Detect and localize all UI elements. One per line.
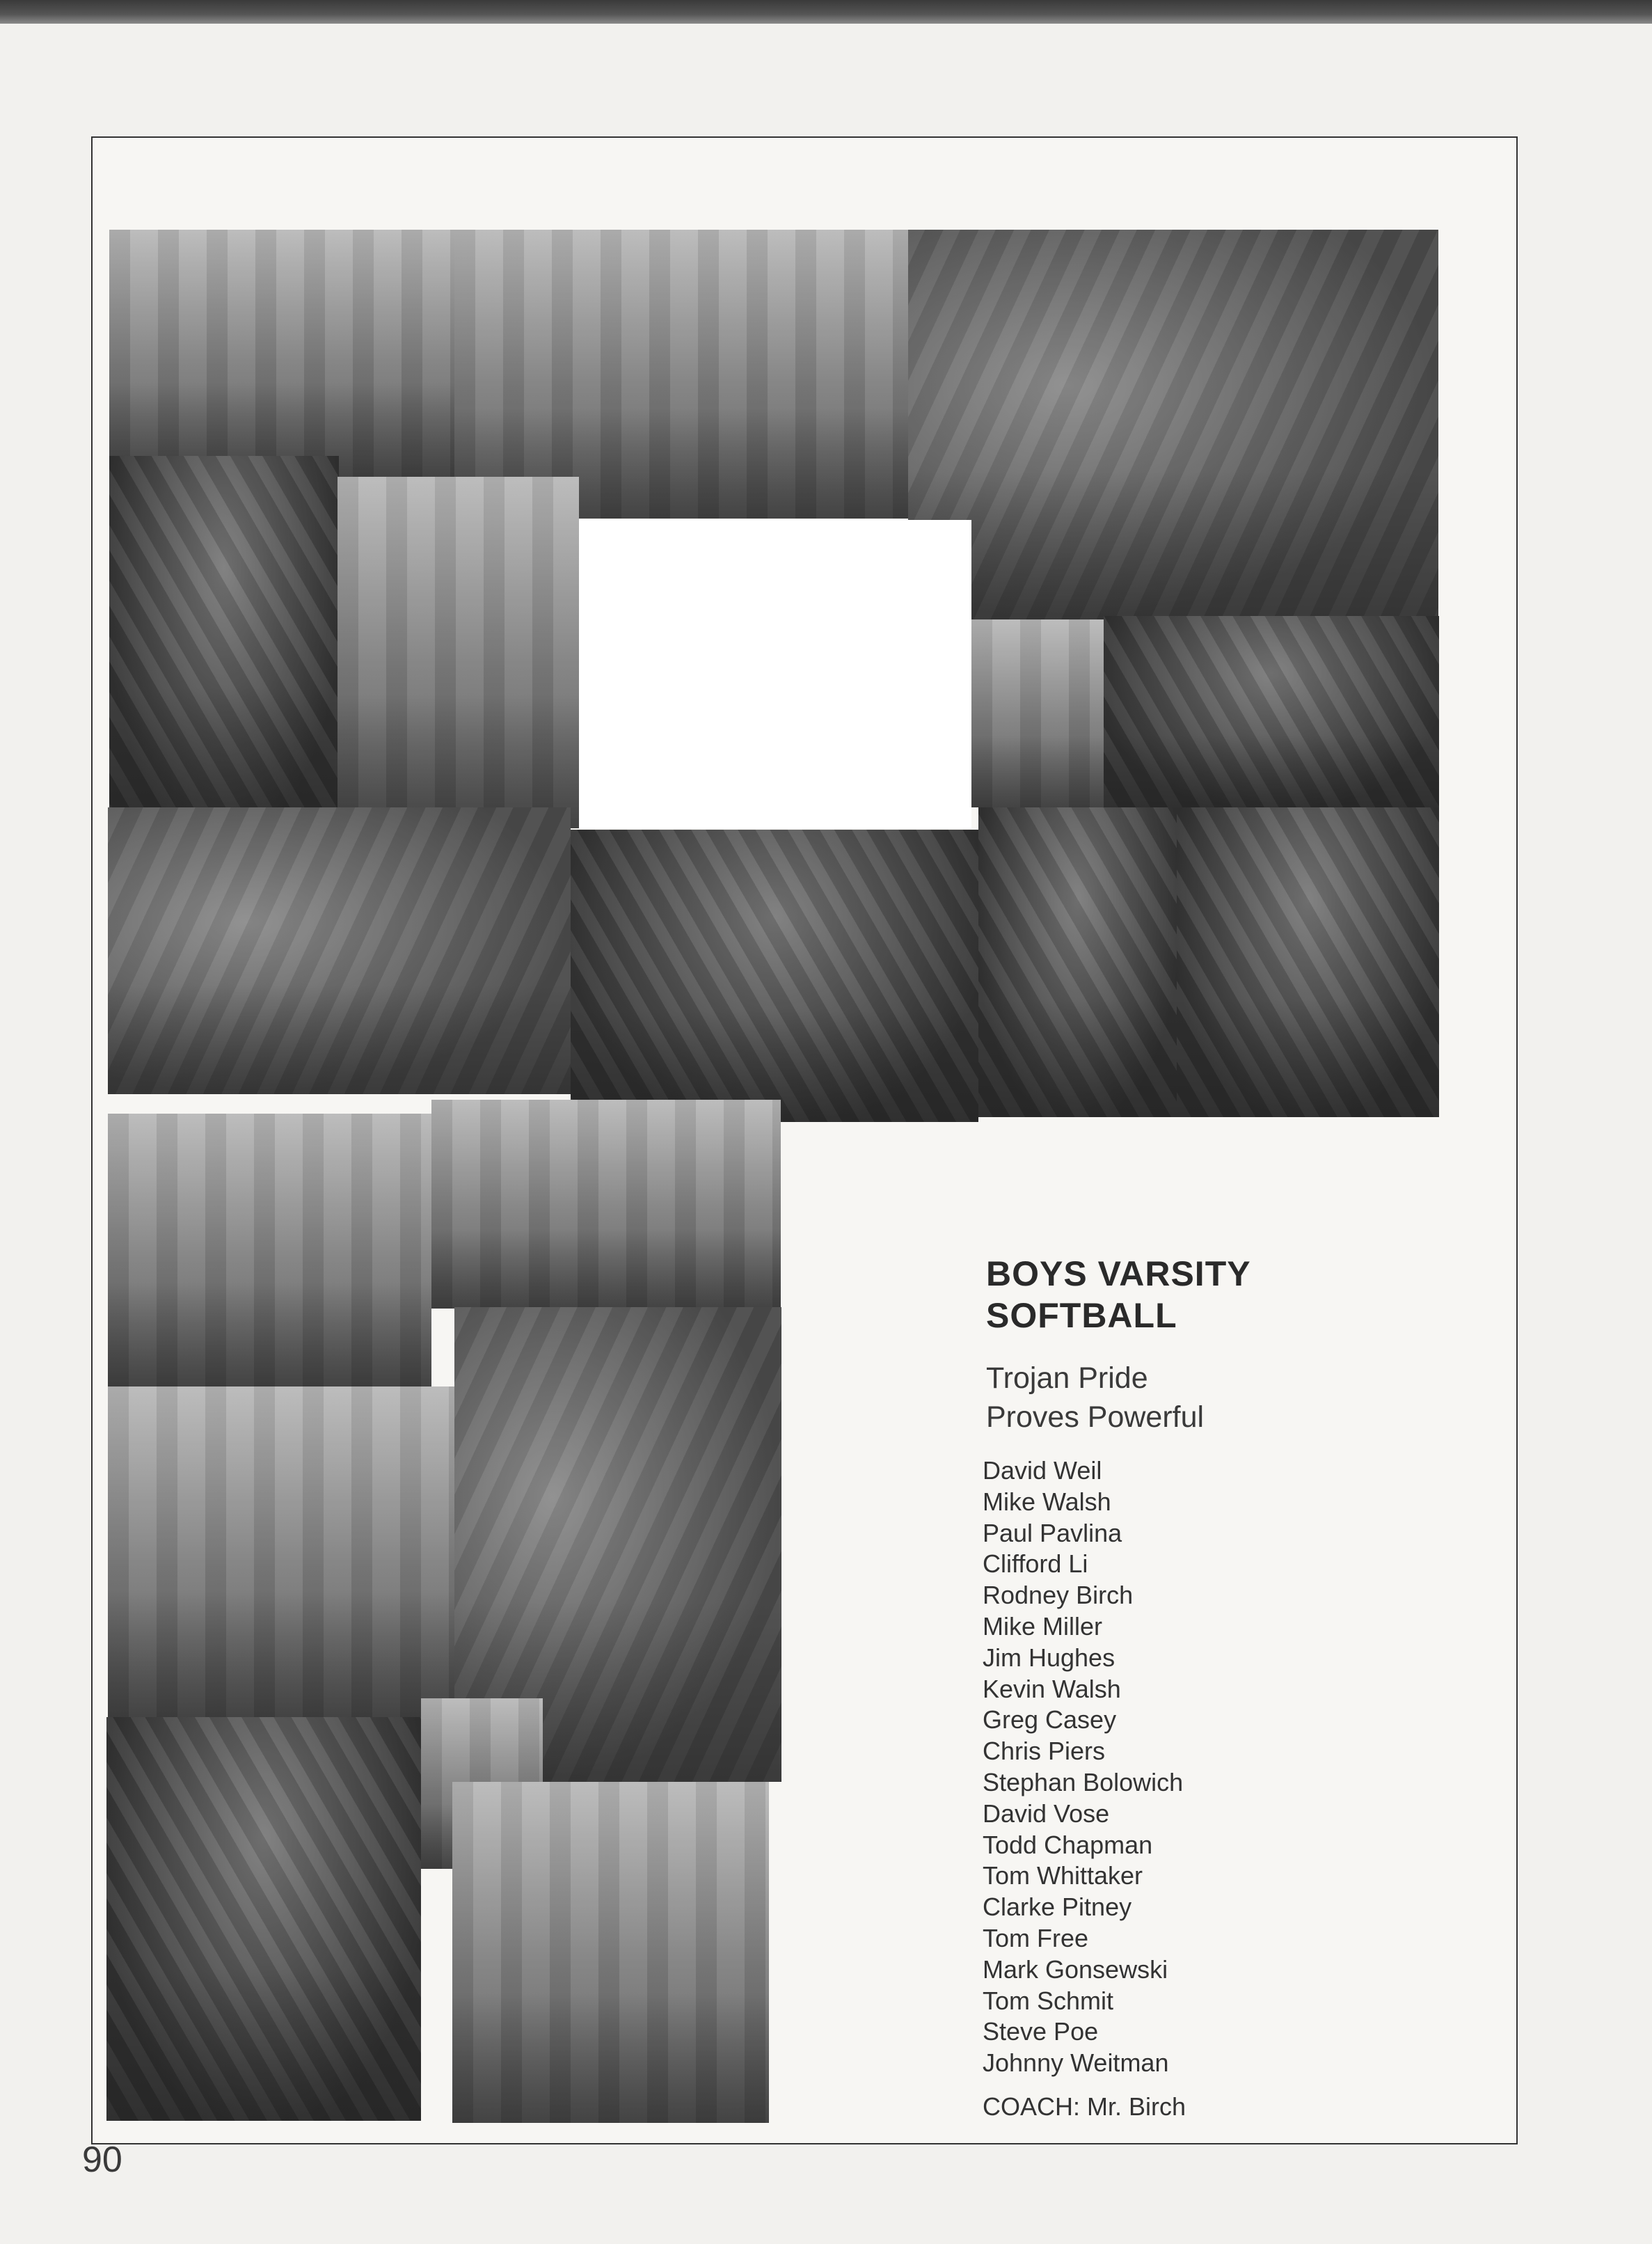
roster-name: Clifford Li	[983, 1549, 1088, 1579]
photo-crowd-celebration	[1104, 616, 1439, 807]
roster-name: Tom Free	[983, 1923, 1089, 1952]
photo-team-group-standing	[108, 807, 571, 1094]
coach-credit: COACH: Mr. Birch	[983, 2092, 1186, 2121]
photo-batter-swinging-crowd	[571, 830, 978, 1122]
team-roster-list	[983, 1455, 1183, 2079]
photo-players-church-cross	[452, 1782, 769, 2123]
title-line-1: BOYS VARSITY	[986, 1254, 1251, 1293]
photo-coach-talking-player	[109, 456, 339, 828]
photo-players-hugging	[1177, 807, 1439, 1117]
page-title	[986, 1253, 1404, 1336]
photo-fielders-gathered	[908, 230, 1438, 619]
subtitle-line-1: Trojan Pride	[986, 1361, 1148, 1395]
photo-batter-catcher-cage	[108, 1386, 454, 1717]
subtitle	[986, 1359, 1404, 1437]
roster-name: Jim Hughes	[983, 1643, 1115, 1672]
photo-batter-at-plate-fence	[109, 230, 456, 477]
title-line-2: SOFTBALL	[986, 1296, 1177, 1335]
photo-field-parking-lot	[431, 1100, 781, 1309]
photo-pitcher-throwing	[108, 1114, 431, 1386]
roster-name: Tom Whittaker	[983, 1861, 1143, 1890]
photo-infield-players-buildings	[454, 230, 908, 519]
roster-name: Rodney Birch	[983, 1581, 1134, 1610]
roster-name: Clarke Pitney	[983, 1893, 1132, 1922]
roster-name: Mike Walsh	[983, 1487, 1111, 1516]
page-top-edge	[0, 0, 1652, 24]
photo-dugout-spectators	[971, 619, 1104, 807]
subtitle-line-2: Proves Powerful	[986, 1400, 1205, 1434]
roster-name: Steve Poe	[983, 2017, 1099, 2046]
roster-name: Kevin Walsh	[983, 1674, 1121, 1703]
roster-name: Paul Pavlina	[983, 1518, 1122, 1547]
roster-name: Mark Gonsewski	[983, 1954, 1168, 1984]
photo-crowd-left-cheer	[978, 807, 1177, 1117]
roster-name: Greg Casey	[983, 1705, 1117, 1735]
roster-name: Chris Piers	[983, 1737, 1106, 1766]
roster-name: Stephan Bolowich	[983, 1767, 1184, 1796]
photo-runner-18	[337, 477, 579, 828]
roster-name: David Vose	[983, 1799, 1110, 1828]
roster-name: Mike Miller	[983, 1611, 1103, 1641]
roster-name: Todd Chapman	[983, 1830, 1153, 1859]
blank-white-panel	[579, 520, 971, 828]
roster-name: Johnny Weitman	[983, 2048, 1169, 2078]
photo-batter-crowd-close	[106, 1717, 421, 2121]
page-number: 90	[82, 2140, 122, 2180]
roster-name: David Weil	[983, 1456, 1102, 1485]
roster-name: Tom Schmit	[983, 1986, 1114, 2015]
